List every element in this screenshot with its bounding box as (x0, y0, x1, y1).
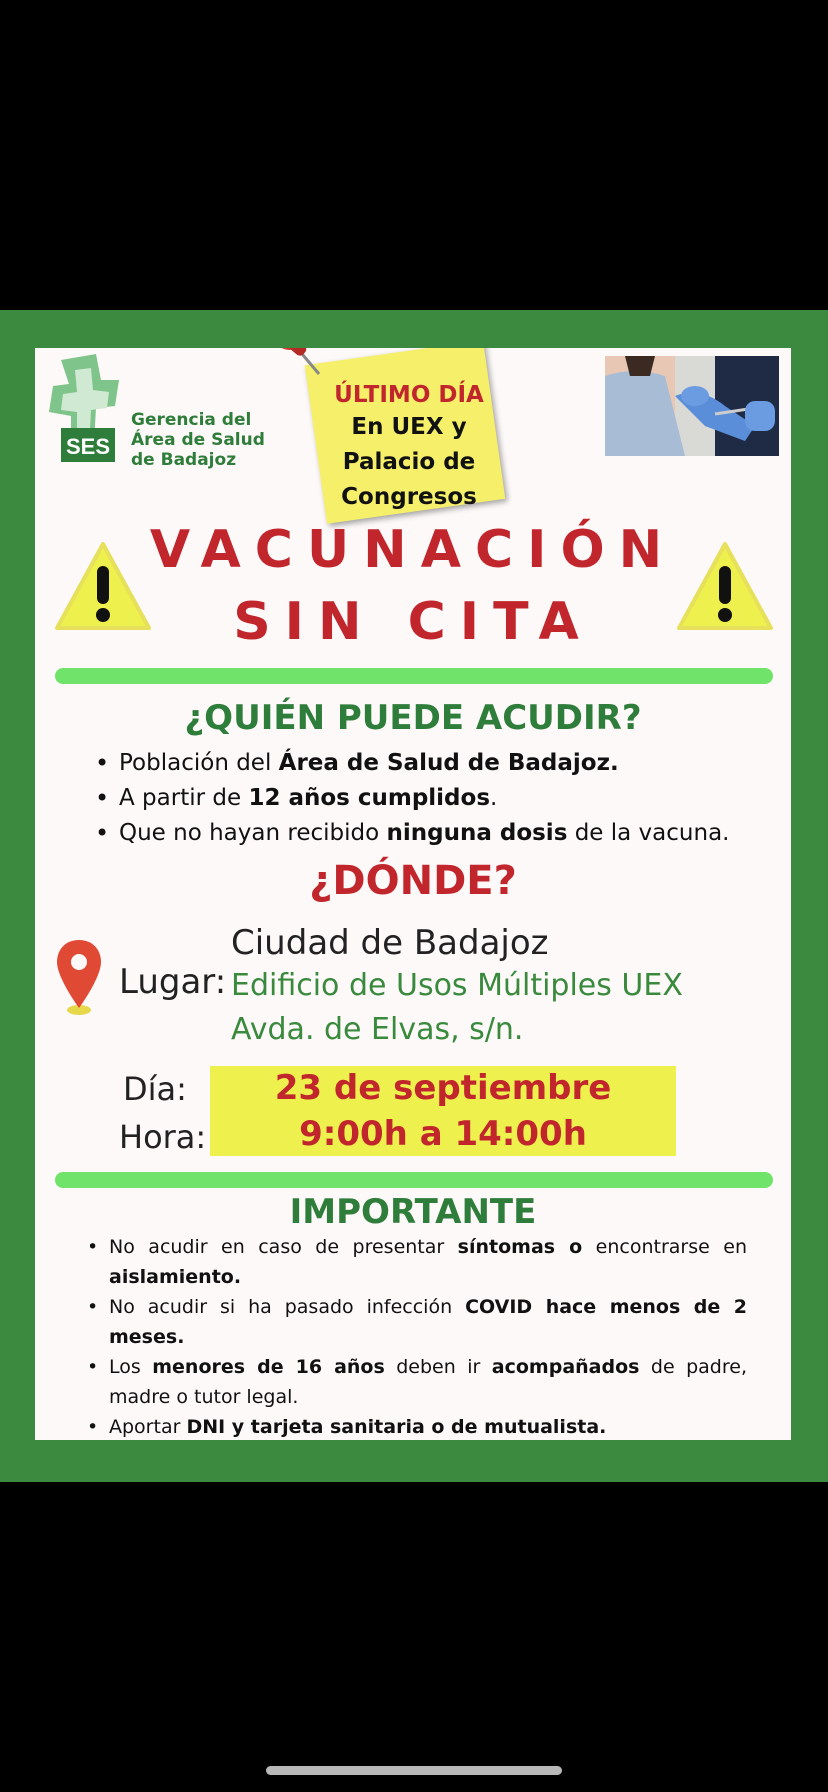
logo-line-2: Área de Salud (131, 430, 265, 450)
item-text: No acudir en caso de presentar (109, 1236, 458, 1258)
item-bold: menores de 16 años (152, 1356, 385, 1378)
vaccination-photo-image (605, 356, 779, 456)
item-text: A partir de (119, 785, 249, 811)
item-text: encontrarse en (582, 1236, 747, 1258)
logo-abbrev: SES (65, 434, 111, 459)
list-item (87, 1232, 747, 1292)
list-item (87, 1412, 747, 1440)
item-bold: COVID hace menos de 2 meses. (109, 1296, 748, 1348)
item-bold: aislamiento. (109, 1266, 242, 1288)
day-label: Día: (123, 1070, 187, 1108)
city-name: Ciudad de Badajoz (231, 923, 549, 963)
item-text: No acudir si ha pasado infección (109, 1296, 466, 1318)
divider-bar (55, 1172, 773, 1188)
place-label: Lugar: (119, 962, 227, 1002)
poster-frame (0, 310, 828, 1482)
home-indicator[interactable] (266, 1766, 562, 1775)
item-bold: síntomas o (457, 1236, 583, 1258)
where-heading: ¿DÓNDE? (309, 858, 517, 904)
poster (35, 348, 791, 1440)
item-bold: Área de Salud de Badajoz. (278, 750, 619, 776)
item-bold: acompañados (491, 1356, 640, 1378)
note-line-2: Palacio de (342, 449, 476, 475)
list-item (87, 1292, 747, 1352)
address-line-1: Edificio de Usos Múltiples UEX (231, 968, 683, 1003)
item-bold: DNI y tarjeta sanitaria o de mutualista. (186, 1416, 607, 1438)
logo-line-1: Gerencia del (131, 410, 252, 430)
hour-label: Hora: (119, 1118, 207, 1156)
item-bold: ninguna dosis (386, 820, 568, 846)
sticky-note-text (311, 380, 507, 515)
time-value: 9:00h a 14:00h (299, 1114, 587, 1154)
item-text: Los (109, 1356, 153, 1378)
divider-bar (55, 668, 773, 684)
important-heading: IMPORTANTE (289, 1192, 537, 1232)
logo-text (131, 410, 265, 470)
list-item (95, 816, 775, 851)
ses-logo-mark-icon (41, 350, 131, 470)
note-line-1: En UEX y (351, 414, 467, 440)
item-bold: 12 años cumplidos (248, 785, 491, 811)
item-text: . (490, 785, 498, 811)
location-pin-icon (55, 936, 103, 1020)
ses-logo (41, 350, 271, 470)
item-text: Aportar (109, 1416, 187, 1438)
main-title-line-2: SIN CITA (233, 592, 593, 652)
who-list (95, 746, 775, 851)
list-item (87, 1352, 747, 1412)
item-text: deben ir (384, 1356, 492, 1378)
item-text: de padre, madre o tutor legal. (109, 1356, 747, 1408)
list-item (95, 746, 775, 781)
push-pin-icon (267, 348, 337, 392)
who-heading: ¿QUIÉN PUEDE ACUDIR? (184, 698, 642, 738)
list-item (95, 781, 775, 816)
item-text: de la vacuna. (567, 820, 730, 846)
important-list (87, 1232, 747, 1440)
note-line-3: Congresos (341, 484, 477, 510)
item-text: Población del (119, 750, 279, 776)
note-title: ÚLTIMO DÍA (334, 382, 484, 408)
date-value: 23 de septiembre (274, 1068, 612, 1108)
vaccination-photo (605, 356, 779, 456)
item-text: Que no hayan recibido (119, 820, 387, 846)
address-line-2: Avda. de Elvas, s/n. (231, 1012, 524, 1047)
main-title-line-1: VACUNACIÓN (149, 520, 677, 580)
logo-line-3: de Badajoz (131, 450, 237, 470)
